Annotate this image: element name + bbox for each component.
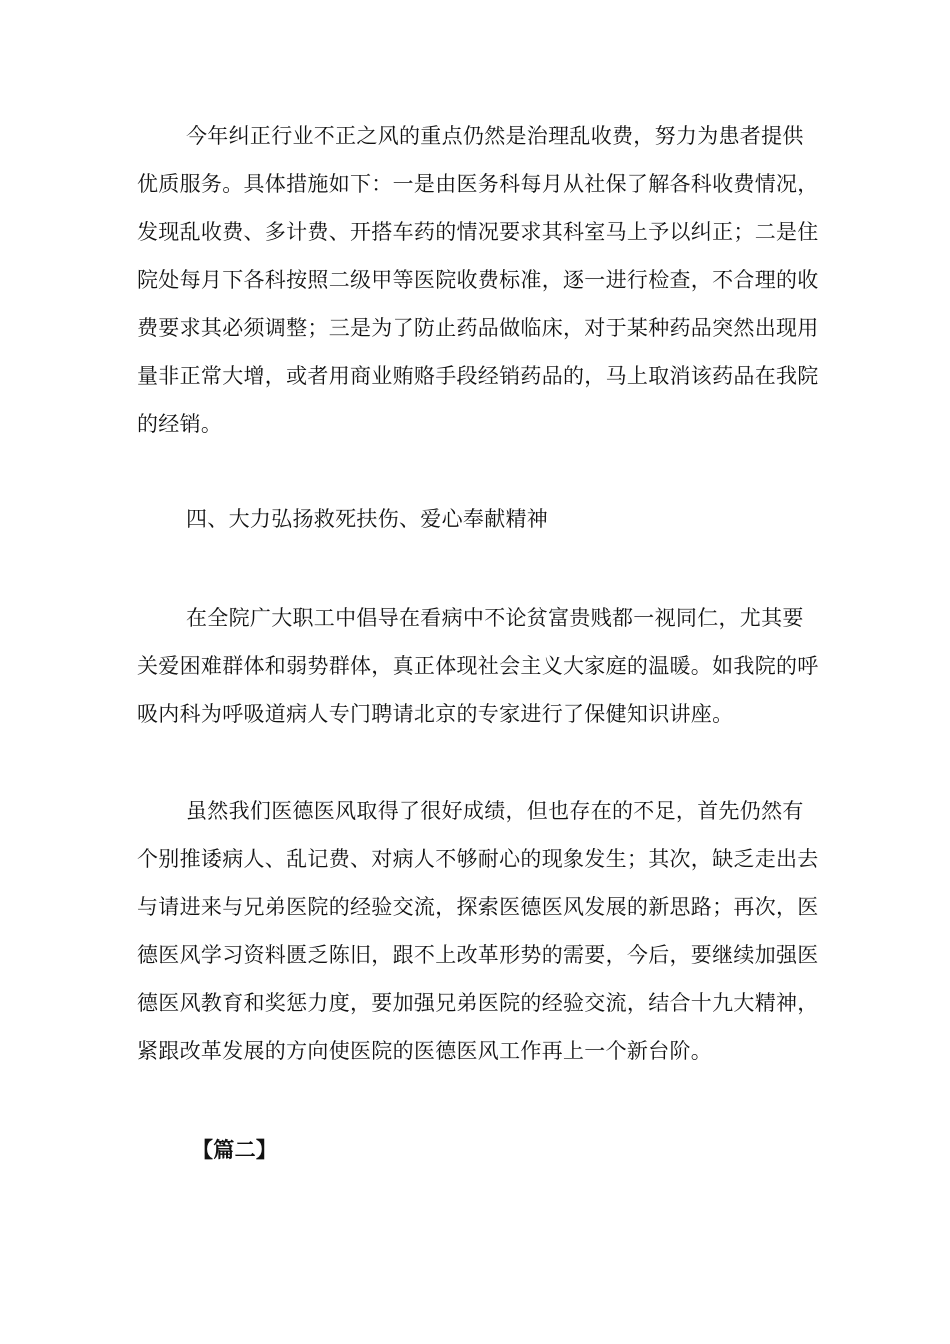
para3-line-4: 德医风学习资料匮乏陈旧，跟不上改革形势的需要，今后，要继续加强医 (137, 943, 819, 967)
para2-line-1: 在全院广大职工中倡导在看病中不论贫富贵贱都一视同仁，尤其要 (186, 606, 804, 630)
para1-line-1: 今年纠正行业不正之风的重点仍然是治理乱收费，努力为患者提供 (186, 124, 804, 148)
section-heading-4: 四、大力弘扬救死扶伤、爱心奉献精神 (186, 507, 549, 531)
para1-line-2: 优质服务。具体措施如下：一是由医务科每月从社保了解各科收费情况， (137, 172, 819, 196)
para1-line-6: 量非正常大增，或者用商业贿赂手段经销药品的，马上取消该药品在我院 (137, 364, 819, 388)
para1-line-7: 的经销。 (137, 412, 223, 436)
para1-line-3: 发现乱收费、多计费、开搭车药的情况要求其科室马上予以纠正；二是住 (137, 220, 819, 244)
para1-line-4: 院处每月下各科按照二级甲等医院收费标准，逐一进行检查，不合理的收 (137, 268, 819, 292)
para2-line-3: 吸内科为呼吸道病人专门聘请北京的专家进行了保健知识讲座。 (137, 702, 734, 726)
para1-line-5: 费要求其必须调整；三是为了防止药品做临床，对于某种药品突然出现用 (137, 316, 819, 340)
para3-line-5: 德医风教育和奖惩力度，要加强兄弟医院的经验交流，结合十九大精神， (137, 991, 819, 1015)
para3-line-6: 紧跟改革发展的方向使医院的医德医风工作再上一个新台阶。 (137, 1039, 713, 1063)
para2-line-2: 关爱困难群体和弱势群体，真正体现社会主义大家庭的温暖。如我院的呼 (137, 654, 819, 678)
section-label-part-two: 【篇二】 (192, 1137, 278, 1162)
para3-line-3: 与请进来与兄弟医院的经验交流，探索医德医风发展的新思路；再次，医 (137, 895, 819, 919)
para3-line-2: 个别推诿病人、乱记费、对病人不够耐心的现象发生；其次，缺乏走出去 (137, 847, 819, 871)
para3-line-1: 虽然我们医德医风取得了很好成绩，但也存在的不足，首先仍然有 (186, 799, 804, 823)
